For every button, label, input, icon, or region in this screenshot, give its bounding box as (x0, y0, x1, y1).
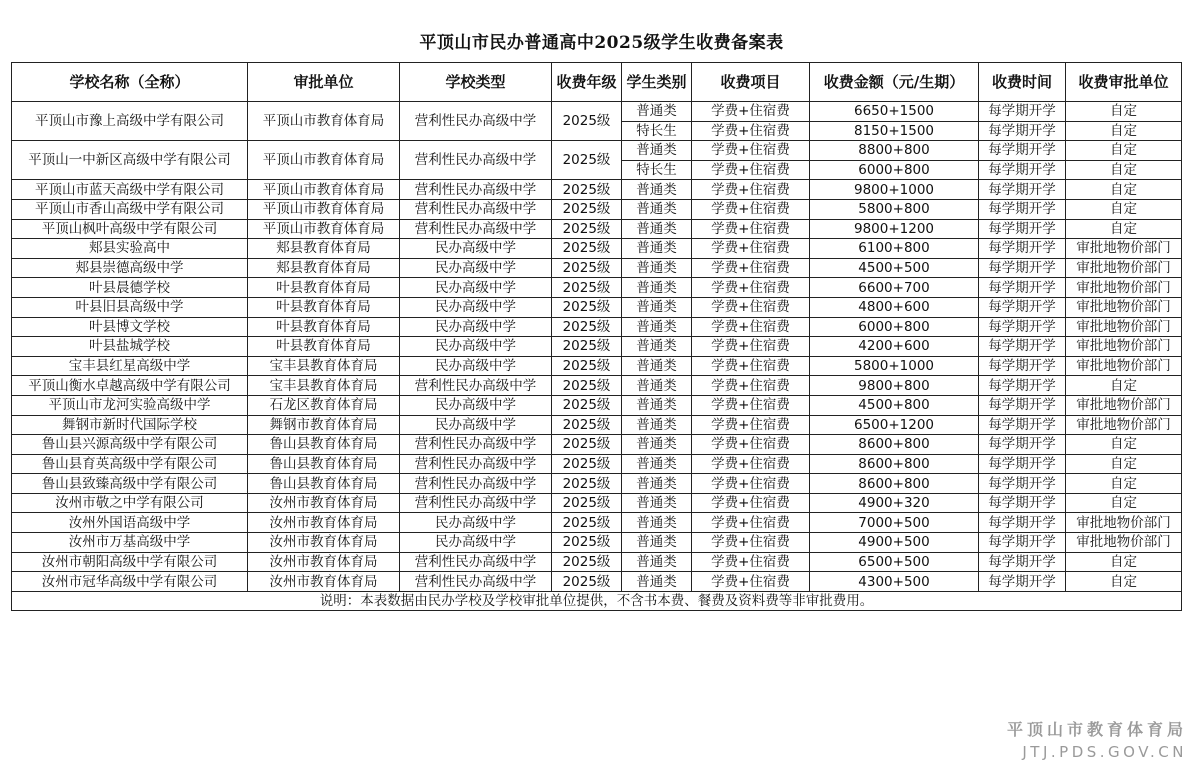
col-header-fee-time: 收费时间 (979, 63, 1066, 102)
cell-fee-approval-unit: 自定 (1066, 493, 1182, 513)
cell-fee-approval-unit: 自定 (1066, 454, 1182, 474)
cell-fee-amount: 9800+1000 (810, 180, 979, 200)
cell-fee-amount: 8600+800 (810, 474, 979, 494)
cell-fee-item: 学费+住宿费 (692, 337, 810, 357)
cell-fee-time: 每学期开学 (979, 199, 1066, 219)
cell-approver: 石龙区教育体育局 (248, 395, 400, 415)
cell-school-type: 营利性民办高级中学 (400, 141, 552, 180)
cell-grade: 2025级 (552, 180, 622, 200)
cell-fee-amount: 6000+800 (810, 317, 979, 337)
cell-student-category: 普通类 (622, 180, 692, 200)
cell-fee-amount: 6100+800 (810, 239, 979, 259)
table-row (12, 199, 1182, 219)
cell-student-category: 普通类 (622, 141, 692, 161)
table-row (12, 337, 1182, 357)
cell-school-name: 叶县博文学校 (12, 317, 248, 337)
cell-school-type: 民办高级中学 (400, 297, 552, 317)
cell-fee-approval-unit: 审批地物价部门 (1066, 395, 1182, 415)
col-header-fee-item: 收费项目 (692, 63, 810, 102)
cell-fee-item: 学费+住宿费 (692, 258, 810, 278)
cell-school-name: 宝丰县红星高级中学 (12, 356, 248, 376)
cell-fee-item: 学费+住宿费 (692, 513, 810, 533)
col-header-fee-amount: 收费金额（元/生期） (810, 63, 979, 102)
cell-school-type: 营利性民办高级中学 (400, 493, 552, 513)
cell-fee-time: 每学期开学 (979, 180, 1066, 200)
cell-student-category: 普通类 (622, 435, 692, 455)
cell-student-category: 普通类 (622, 376, 692, 396)
cell-fee-time: 每学期开学 (979, 376, 1066, 396)
cell-fee-time: 每学期开学 (979, 395, 1066, 415)
table-row (12, 533, 1182, 553)
cell-school-type: 民办高级中学 (400, 278, 552, 298)
cell-fee-time: 每学期开学 (979, 337, 1066, 357)
table-row (12, 474, 1182, 494)
cell-fee-item: 学费+住宿费 (692, 435, 810, 455)
cell-fee-amount: 4800+600 (810, 297, 979, 317)
cell-school-type: 营利性民办高级中学 (400, 376, 552, 396)
table-row (12, 454, 1182, 474)
cell-fee-item: 学费+住宿费 (692, 356, 810, 376)
cell-fee-item: 学费+住宿费 (692, 102, 810, 122)
table-row (12, 278, 1182, 298)
cell-fee-item: 学费+住宿费 (692, 278, 810, 298)
cell-student-category: 普通类 (622, 297, 692, 317)
cell-fee-approval-unit: 审批地物价部门 (1066, 278, 1182, 298)
cell-fee-approval-unit: 审批地物价部门 (1066, 356, 1182, 376)
cell-approver: 平顶山市教育体育局 (248, 199, 400, 219)
cell-approver: 叶县教育体育局 (248, 278, 400, 298)
cell-school-type: 营利性民办高级中学 (400, 454, 552, 474)
table-row (12, 493, 1182, 513)
cell-school-type: 营利性民办高级中学 (400, 435, 552, 455)
cell-approver: 叶县教育体育局 (248, 297, 400, 317)
cell-fee-approval-unit: 审批地物价部门 (1066, 513, 1182, 533)
cell-fee-item: 学费+住宿费 (692, 572, 810, 592)
cell-school-type: 民办高级中学 (400, 533, 552, 553)
cell-approver: 平顶山市教育体育局 (248, 102, 400, 141)
cell-student-category: 普通类 (622, 415, 692, 435)
cell-fee-time: 每学期开学 (979, 552, 1066, 572)
cell-school-type: 民办高级中学 (400, 317, 552, 337)
cell-fee-approval-unit: 审批地物价部门 (1066, 533, 1182, 553)
cell-grade: 2025级 (552, 474, 622, 494)
cell-fee-time: 每学期开学 (979, 258, 1066, 278)
cell-student-category: 普通类 (622, 239, 692, 259)
cell-school-type: 营利性民办高级中学 (400, 474, 552, 494)
watermark-url: JTJ.PDS.GOV.CN (1022, 743, 1187, 761)
table-row (12, 376, 1182, 396)
cell-fee-amount: 4300+500 (810, 572, 979, 592)
cell-school-name: 平顶山市豫上高级中学有限公司 (12, 102, 248, 141)
cell-fee-amount: 8600+800 (810, 454, 979, 474)
cell-school-name: 汝州市冠华高级中学有限公司 (12, 572, 248, 592)
cell-approver: 宝丰县教育体育局 (248, 356, 400, 376)
cell-fee-time: 每学期开学 (979, 219, 1066, 239)
cell-student-category: 特长生 (622, 160, 692, 180)
page-title: 平顶山市民办普通高中2025级学生收费备案表 (419, 33, 784, 53)
cell-school-type: 民办高级中学 (400, 258, 552, 278)
cell-fee-approval-unit: 自定 (1066, 219, 1182, 239)
cell-approver: 鲁山县教育体育局 (248, 474, 400, 494)
note-row (12, 591, 1182, 611)
cell-fee-approval-unit: 审批地物价部门 (1066, 239, 1182, 259)
cell-fee-approval-unit: 审批地物价部门 (1066, 337, 1182, 357)
cell-fee-time: 每学期开学 (979, 415, 1066, 435)
cell-school-type: 民办高级中学 (400, 415, 552, 435)
cell-grade: 2025级 (552, 297, 622, 317)
cell-grade: 2025级 (552, 513, 622, 533)
cell-grade: 2025级 (552, 435, 622, 455)
header-row (12, 63, 1182, 102)
col-header-school-name: 学校名称（全称） (12, 63, 248, 102)
cell-approver: 汝州市教育体育局 (248, 552, 400, 572)
watermark-org-name: 平顶山市教育体育局 (1006, 720, 1187, 739)
cell-fee-amount: 6000+800 (810, 160, 979, 180)
cell-grade: 2025级 (552, 552, 622, 572)
cell-grade: 2025级 (552, 278, 622, 298)
cell-grade: 2025级 (552, 415, 622, 435)
cell-student-category: 普通类 (622, 278, 692, 298)
cell-fee-item: 学费+住宿费 (692, 160, 810, 180)
cell-fee-item: 学费+住宿费 (692, 395, 810, 415)
cell-fee-approval-unit: 审批地物价部门 (1066, 415, 1182, 435)
cell-grade: 2025级 (552, 356, 622, 376)
cell-fee-item: 学费+住宿费 (692, 141, 810, 161)
table-row (12, 572, 1182, 592)
cell-fee-time: 每学期开学 (979, 513, 1066, 533)
cell-fee-amount: 8600+800 (810, 435, 979, 455)
cell-fee-time: 每学期开学 (979, 474, 1066, 494)
cell-fee-approval-unit: 自定 (1066, 102, 1182, 122)
cell-grade: 2025级 (552, 239, 622, 259)
cell-approver: 叶县教育体育局 (248, 317, 400, 337)
cell-fee-approval-unit: 自定 (1066, 141, 1182, 161)
cell-fee-item: 学费+住宿费 (692, 180, 810, 200)
cell-fee-approval-unit: 审批地物价部门 (1066, 317, 1182, 337)
cell-approver: 郏县教育体育局 (248, 258, 400, 278)
cell-fee-approval-unit: 审批地物价部门 (1066, 297, 1182, 317)
cell-school-name: 郏县崇德高级中学 (12, 258, 248, 278)
cell-fee-approval-unit: 自定 (1066, 474, 1182, 494)
cell-school-type: 营利性民办高级中学 (400, 219, 552, 239)
cell-fee-time: 每学期开学 (979, 102, 1066, 122)
cell-fee-amount: 5800+800 (810, 199, 979, 219)
cell-grade: 2025级 (552, 376, 622, 396)
cell-school-type: 营利性民办高级中学 (400, 199, 552, 219)
cell-student-category: 普通类 (622, 199, 692, 219)
cell-grade: 2025级 (552, 493, 622, 513)
cell-school-type: 营利性民办高级中学 (400, 572, 552, 592)
table-row (12, 435, 1182, 455)
cell-fee-approval-unit: 自定 (1066, 199, 1182, 219)
cell-approver: 平顶山市教育体育局 (248, 180, 400, 200)
cell-student-category: 普通类 (622, 102, 692, 122)
cell-student-category: 普通类 (622, 454, 692, 474)
cell-fee-amount: 6600+700 (810, 278, 979, 298)
cell-fee-item: 学费+住宿费 (692, 199, 810, 219)
cell-fee-approval-unit: 自定 (1066, 435, 1182, 455)
cell-fee-approval-unit: 自定 (1066, 552, 1182, 572)
cell-fee-amount: 8150+1500 (810, 121, 979, 141)
cell-fee-time: 每学期开学 (979, 572, 1066, 592)
cell-school-type: 民办高级中学 (400, 356, 552, 376)
cell-fee-amount: 4500+800 (810, 395, 979, 415)
cell-school-name: 鲁山县育英高级中学有限公司 (12, 454, 248, 474)
cell-fee-approval-unit: 自定 (1066, 572, 1182, 592)
cell-approver: 汝州市教育体育局 (248, 493, 400, 513)
col-header-approver: 审批单位 (248, 63, 400, 102)
cell-fee-amount: 4200+600 (810, 337, 979, 357)
watermark (1007, 719, 1187, 763)
cell-school-type: 民办高级中学 (400, 239, 552, 259)
col-header-grade: 收费年级 (552, 63, 622, 102)
cell-school-name: 叶县晨德学校 (12, 278, 248, 298)
cell-school-name: 平顶山一中新区高级中学有限公司 (12, 141, 248, 180)
cell-fee-time: 每学期开学 (979, 160, 1066, 180)
table-row (12, 415, 1182, 435)
cell-fee-item: 学费+住宿费 (692, 317, 810, 337)
table-row (12, 395, 1182, 415)
cell-fee-time: 每学期开学 (979, 533, 1066, 553)
cell-school-name: 鲁山县致臻高级中学有限公司 (12, 474, 248, 494)
table-body (12, 102, 1182, 592)
cell-fee-time: 每学期开学 (979, 278, 1066, 298)
cell-student-category: 普通类 (622, 552, 692, 572)
cell-student-category: 普通类 (622, 533, 692, 553)
cell-school-name: 平顶山市龙河实验高级中学 (12, 395, 248, 415)
cell-approver: 平顶山市教育体育局 (248, 219, 400, 239)
cell-school-name: 汝州市朝阳高级中学有限公司 (12, 552, 248, 572)
cell-grade: 2025级 (552, 199, 622, 219)
cell-fee-amount: 6650+1500 (810, 102, 979, 122)
cell-school-name: 舞钢市新时代国际学校 (12, 415, 248, 435)
cell-fee-amount: 9800+1200 (810, 219, 979, 239)
cell-student-category: 普通类 (622, 395, 692, 415)
cell-student-category: 普通类 (622, 572, 692, 592)
cell-approver: 汝州市教育体育局 (248, 533, 400, 553)
cell-fee-time: 每学期开学 (979, 454, 1066, 474)
cell-grade: 2025级 (552, 337, 622, 357)
table-row (12, 141, 1182, 161)
cell-fee-amount: 4900+500 (810, 533, 979, 553)
cell-approver: 汝州市教育体育局 (248, 513, 400, 533)
cell-fee-time: 每学期开学 (979, 297, 1066, 317)
cell-fee-time: 每学期开学 (979, 141, 1066, 161)
cell-school-name: 郏县实验高中 (12, 239, 248, 259)
cell-student-category: 普通类 (622, 258, 692, 278)
table-row (12, 239, 1182, 259)
cell-fee-amount: 9800+800 (810, 376, 979, 396)
cell-school-name: 叶县盐城学校 (12, 337, 248, 357)
cell-fee-time: 每学期开学 (979, 356, 1066, 376)
table-note: 说明：本表数据由民办学校及学校审批单位提供，不含书本费、餐费及资料费等非审批费用。 (12, 591, 1182, 611)
cell-school-type: 营利性民办高级中学 (400, 180, 552, 200)
cell-fee-amount: 4900+320 (810, 493, 979, 513)
fee-table (11, 62, 1182, 611)
cell-school-name: 平顶山市蓝天高级中学有限公司 (12, 180, 248, 200)
cell-grade: 2025级 (552, 219, 622, 239)
table-row (12, 180, 1182, 200)
table-row (12, 356, 1182, 376)
table-row (12, 219, 1182, 239)
col-header-student-category: 学生类别 (622, 63, 692, 102)
cell-fee-item: 学费+住宿费 (692, 121, 810, 141)
cell-fee-item: 学费+住宿费 (692, 493, 810, 513)
cell-school-name: 汝州外国语高级中学 (12, 513, 248, 533)
cell-approver: 鲁山县教育体育局 (248, 454, 400, 474)
cell-school-type: 民办高级中学 (400, 513, 552, 533)
cell-approver: 汝州市教育体育局 (248, 572, 400, 592)
col-header-fee-approval-unit: 收费审批单位 (1066, 63, 1182, 102)
cell-fee-item: 学费+住宿费 (692, 474, 810, 494)
cell-fee-item: 学费+住宿费 (692, 297, 810, 317)
cell-school-type: 民办高级中学 (400, 337, 552, 357)
cell-school-type: 营利性民办高级中学 (400, 552, 552, 572)
cell-grade: 2025级 (552, 317, 622, 337)
cell-student-category: 普通类 (622, 493, 692, 513)
cell-grade: 2025级 (552, 141, 622, 180)
cell-student-category: 普通类 (622, 337, 692, 357)
cell-approver: 鲁山县教育体育局 (248, 435, 400, 455)
cell-approver: 平顶山市教育体育局 (248, 141, 400, 180)
cell-grade: 2025级 (552, 102, 622, 141)
cell-fee-time: 每学期开学 (979, 121, 1066, 141)
cell-fee-amount: 6500+500 (810, 552, 979, 572)
cell-school-name: 汝州市万基高级中学 (12, 533, 248, 553)
cell-student-category: 普通类 (622, 219, 692, 239)
cell-fee-time: 每学期开学 (979, 317, 1066, 337)
cell-approver: 宝丰县教育体育局 (248, 376, 400, 396)
cell-grade: 2025级 (552, 395, 622, 415)
table-row (12, 258, 1182, 278)
cell-fee-approval-unit: 自定 (1066, 376, 1182, 396)
cell-fee-item: 学费+住宿费 (692, 376, 810, 396)
cell-grade: 2025级 (552, 572, 622, 592)
cell-fee-item: 学费+住宿费 (692, 454, 810, 474)
cell-fee-time: 每学期开学 (979, 493, 1066, 513)
cell-school-name: 平顶山枫叶高级中学有限公司 (12, 219, 248, 239)
cell-approver: 舞钢市教育体育局 (248, 415, 400, 435)
cell-school-name: 叶县旧县高级中学 (12, 297, 248, 317)
cell-school-name: 汝州市敬之中学有限公司 (12, 493, 248, 513)
cell-grade: 2025级 (552, 454, 622, 474)
cell-fee-item: 学费+住宿费 (692, 219, 810, 239)
cell-school-name: 平顶山衡水卓越高级中学有限公司 (12, 376, 248, 396)
cell-school-type: 营利性民办高级中学 (400, 102, 552, 141)
table-row (12, 317, 1182, 337)
table-row (12, 513, 1182, 533)
cell-fee-item: 学费+住宿费 (692, 533, 810, 553)
cell-fee-amount: 8800+800 (810, 141, 979, 161)
cell-school-type: 民办高级中学 (400, 395, 552, 415)
cell-approver: 叶县教育体育局 (248, 337, 400, 357)
cell-student-category: 普通类 (622, 513, 692, 533)
cell-fee-item: 学费+住宿费 (692, 415, 810, 435)
cell-student-category: 特长生 (622, 121, 692, 141)
cell-student-category: 普通类 (622, 474, 692, 494)
cell-fee-amount: 6500+1200 (810, 415, 979, 435)
cell-fee-approval-unit: 自定 (1066, 160, 1182, 180)
cell-fee-approval-unit: 自定 (1066, 121, 1182, 141)
col-header-school-type: 学校类型 (400, 63, 552, 102)
cell-fee-time: 每学期开学 (979, 239, 1066, 259)
cell-school-name: 平顶山市香山高级中学有限公司 (12, 199, 248, 219)
cell-fee-item: 学费+住宿费 (692, 239, 810, 259)
table-row (12, 102, 1182, 122)
cell-fee-approval-unit: 自定 (1066, 180, 1182, 200)
cell-fee-approval-unit: 审批地物价部门 (1066, 258, 1182, 278)
cell-student-category: 普通类 (622, 356, 692, 376)
cell-school-name: 鲁山县兴源高级中学有限公司 (12, 435, 248, 455)
cell-fee-item: 学费+住宿费 (692, 552, 810, 572)
table-row (12, 297, 1182, 317)
cell-grade: 2025级 (552, 533, 622, 553)
cell-fee-amount: 7000+500 (810, 513, 979, 533)
cell-fee-time: 每学期开学 (979, 435, 1066, 455)
table-row (12, 552, 1182, 572)
cell-grade: 2025级 (552, 258, 622, 278)
cell-approver: 郏县教育体育局 (248, 239, 400, 259)
cell-student-category: 普通类 (622, 317, 692, 337)
cell-fee-amount: 4500+500 (810, 258, 979, 278)
cell-fee-amount: 5800+1000 (810, 356, 979, 376)
